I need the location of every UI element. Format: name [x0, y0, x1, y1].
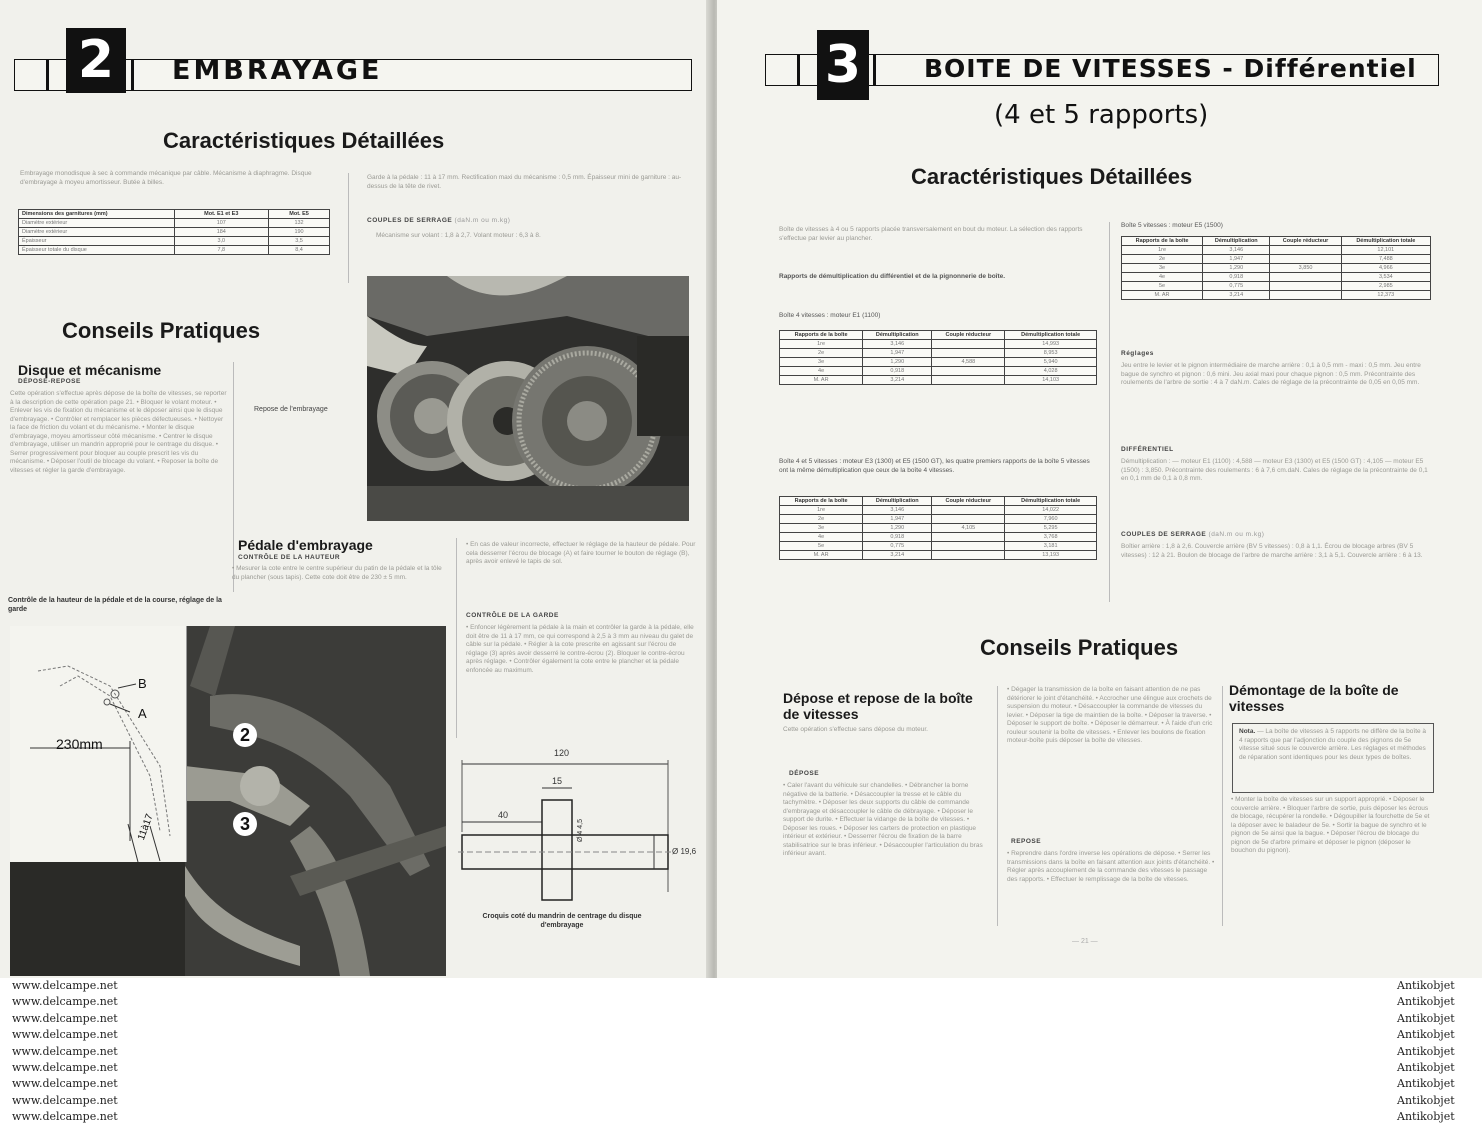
- table-row: [780, 542, 1097, 551]
- table-row: [19, 219, 330, 228]
- dim-dia-small: Ø 4 4,5: [577, 819, 584, 842]
- table-cell: 5,295: [1005, 524, 1097, 533]
- table-cell: 4e: [780, 533, 863, 542]
- table-cell: 2e: [780, 349, 863, 358]
- table-cell: 2e: [780, 515, 863, 524]
- callout-3: 3: [233, 812, 257, 836]
- diff-heading: DIFFÉRENTIEL: [1121, 446, 1174, 453]
- table-header: Démultiplication: [863, 497, 932, 506]
- table-cell: 184: [174, 228, 269, 237]
- col1-heading: Dépose et repose de la boîte de vitesses: [783, 690, 973, 722]
- table-cell: 3,181: [1005, 542, 1097, 551]
- table-cell: [932, 349, 1005, 358]
- table-cell: 4e: [780, 367, 863, 376]
- watermark-line: Antikobjet: [1397, 1110, 1455, 1124]
- table-cell: [932, 340, 1005, 349]
- chapter-title: EMBRAYAGE: [172, 55, 383, 86]
- disc-heading: Disque et mécanisme: [18, 362, 162, 378]
- column-rule: [1109, 222, 1110, 602]
- table-cell: [1270, 255, 1341, 264]
- table-cell: [932, 542, 1005, 551]
- practical-title: Conseils Pratiques: [980, 635, 1179, 660]
- disc-sub: DÉPOSE-REPOSE: [18, 378, 81, 385]
- table-cell: [932, 506, 1005, 515]
- table-row: [19, 237, 330, 246]
- table-header-row: [780, 497, 1097, 506]
- table-cell: 8,4: [269, 246, 330, 255]
- table-cell: 3,214: [1203, 291, 1270, 300]
- table-cell: 14,022: [1005, 506, 1097, 515]
- table-cell: 4,105: [932, 524, 1005, 533]
- table-cell: M. AR: [780, 551, 863, 560]
- ratio-table-4: [779, 330, 1097, 385]
- watermark-line: Antikobjet: [1397, 1061, 1455, 1075]
- table-header: Couple réducteur: [932, 331, 1005, 340]
- table-cell: 1,290: [863, 358, 932, 367]
- table-cell: 4e: [1122, 273, 1203, 282]
- watermark-line: www.delcampe.net: [12, 1077, 118, 1091]
- table-row: [1122, 264, 1431, 273]
- table-cell: 1,290: [1203, 264, 1270, 273]
- table-cell: 0,918: [863, 367, 932, 376]
- clutch-photo: [367, 276, 689, 521]
- table-cell: [1270, 273, 1341, 282]
- header-tick: [797, 54, 800, 85]
- table-header-row: [19, 210, 330, 219]
- column-rule: [233, 362, 234, 592]
- repose-text: • Reprendre dans l'ordre inverse les opérations de dépose. • Serrer les transmissions dans la boîte en faisant attention aux joints d'étanchéité. • Régler après accouplement de la commande des vitesses le passage des rapports. • Effectuer le remplissage de la boîte de vitesses.: [1007, 850, 1215, 883]
- specs-intro: Embrayage monodisque à sec à commande mécanique par câble. Mécanisme à diaphragme. Disque d'embrayage à moyeu amortisseur. Butée à billes.: [20, 170, 312, 186]
- table-row: [780, 340, 1097, 349]
- table-cell: 1,947: [1203, 255, 1270, 264]
- table-cell: [932, 515, 1005, 524]
- table-row: [780, 524, 1097, 533]
- column-rule: [1222, 686, 1223, 926]
- column-rule: [456, 538, 457, 738]
- table-cell: 4,588: [932, 358, 1005, 367]
- table-cell: [1270, 246, 1341, 255]
- table-cell: 7,488: [1341, 255, 1430, 264]
- table-cell: 3,214: [863, 376, 932, 385]
- table-row: [780, 349, 1097, 358]
- watermark-line: Antikobjet: [1397, 1077, 1455, 1091]
- table-row: [780, 533, 1097, 542]
- table-cell: 12,101: [1341, 246, 1430, 255]
- table-header: Mot. E5: [269, 210, 330, 219]
- col3-text: • Monter la boîte de vitesses sur un support approprié. • Déposer le couvercle arrière. • Bloquer l'arbre de sortie, puis déposer les écrous de blocage, récupérer la rondelle. • Dégoupiller la fourchette de 5e et la déposer avec le baladeur de 5e. • Sortir la bague de synchro et le pignon de 5e ainsi que la bague. • Déposer l'écrou de blocage du pignon de 5e d'arbre primaire et déposer le pignon (déposer le bouchon du pignon).: [1231, 796, 1430, 854]
- watermark-line: www.delcampe.net: [12, 979, 118, 992]
- chapter-title: BOITE DE VITESSES - Différentiel: [924, 54, 1417, 83]
- table-cell: [932, 533, 1005, 542]
- dim-15: 15: [552, 776, 563, 786]
- table-cell: [1270, 291, 1341, 300]
- watermark-left: [12, 978, 118, 1126]
- table-cell: [932, 551, 1005, 560]
- specs-intro: Boîte de vitesses à 4 ou 5 rapports placée transversalement en bout du moteur. La sélection des rapports s'effectue par levier au plancher.: [779, 226, 1083, 242]
- table-header: Rapports de la boîte: [1122, 237, 1203, 246]
- table-cell: [932, 367, 1005, 376]
- watermark-line: Antikobjet: [1397, 995, 1455, 1009]
- table-row: [780, 358, 1097, 367]
- table-cell: 1,947: [863, 515, 932, 524]
- table-cell: 132: [269, 219, 330, 228]
- specs-title: Caractéristiques Détaillées: [911, 164, 1193, 189]
- table-row: [1122, 282, 1431, 291]
- table-header: Rapports de la boîte: [780, 331, 863, 340]
- table-cell: 3,768: [1005, 533, 1097, 542]
- torque-heading: COUPLES DE SERRAGE (daN.m ou m.kg): [367, 217, 511, 224]
- table-cell: 3,146: [863, 506, 932, 515]
- col2-text: • Dégager la transmission de la boîte en faisant attention de ne pas détériorer le joint d'étanchéité. • Accrocher une élingue aux crochets de suspension du moteur. • Désaccoupler la commande de vitesses du levier. • Déposer la tige de maintien de la boîte. • Déposer la traverse. • Déposer le support de boîte. • Déposer le démarreur. • À l'aide d'un cric rouleur soutenir la boîte de vitesses. • Enlever les boulons de fixation moteur-boîte puis déposer la boîte de vitesses.: [1007, 686, 1213, 744]
- table-row: [1122, 255, 1431, 264]
- table-row: [780, 367, 1097, 376]
- ratios-heading: Rapports de démultiplication du différentiel et de la pignonnerie de boîte.: [779, 273, 1006, 280]
- dim-dia-large: Ø 19,6: [672, 847, 697, 856]
- repose-sub: REPOSE: [1011, 838, 1042, 845]
- garde-sub: CONTRÔLE DE LA GARDE: [466, 612, 559, 619]
- table-cell: 1,947: [863, 349, 932, 358]
- depose-sub: DÉPOSE: [789, 770, 820, 777]
- watermark-line: www.delcampe.net: [12, 1044, 118, 1058]
- watermark-line: www.delcampe.net: [12, 1093, 118, 1107]
- table-header: Rapports de la boîte: [780, 497, 863, 506]
- table-row: [780, 506, 1097, 515]
- watermark-line: Antikobjet: [1397, 1011, 1455, 1025]
- table-row: [19, 246, 330, 255]
- table-cell: 2,985: [1341, 282, 1430, 291]
- torque-text: Boîtier arrière : 1,8 à 2,6. Couvercle arrière (BV 5 vitesses) : 0,8 à 1,1. Écrou de blocage arbres (BV 5 vitesses) : 12 à 21. Boulon de blocage de l'arbre de marche arrière : 3,1 à 5,1. Couvercle arrière : 6 à 13.: [1121, 543, 1423, 559]
- range-label: 11à17: [136, 812, 156, 842]
- torque-values: Mécanisme sur volant : 1,8 à 2,7. Volant moteur : 6,3 à 8.: [376, 232, 541, 239]
- table-cell: 3,534: [1341, 273, 1430, 282]
- watermark-line: www.delcampe.net: [12, 1061, 118, 1075]
- table-cell: [932, 376, 1005, 385]
- chapter-number: 3: [817, 30, 869, 100]
- specs-right: Garde à la pédale : 11 à 17 mm. Rectification maxi du mécanisme : 0,5 mm. Épaisseur mini de garniture : au-dessus de la tête de rivet.: [367, 174, 682, 190]
- label-a: A: [138, 706, 147, 721]
- clutch-assembly-illustration: [367, 276, 689, 521]
- pedal-diagram-panel: [10, 626, 187, 862]
- dim-40: 40: [498, 810, 509, 820]
- table-cell: 1,290: [863, 524, 932, 533]
- table-cell: 3,5: [269, 237, 330, 246]
- chapter-number: 2: [66, 28, 126, 93]
- pedal-sub: CONTRÔLE DE LA HAUTEUR: [238, 554, 341, 561]
- table-cell: [1270, 282, 1341, 291]
- table-cell: 3,146: [1203, 246, 1270, 255]
- header-tick: [46, 59, 49, 90]
- table-cell: 8,953: [1005, 349, 1097, 358]
- table-cell: 1re: [780, 506, 863, 515]
- table-cell: 13,193: [1005, 551, 1097, 560]
- dim-120: 120: [554, 748, 570, 758]
- watermark-line: Antikobjet: [1397, 979, 1455, 992]
- torque-heading: COUPLES DE SERRAGE (daN.m ou m.kg): [1121, 531, 1265, 538]
- watermark-line: Antikobjet: [1397, 1044, 1455, 1058]
- table-cell: M. AR: [780, 376, 863, 385]
- table-header: Couple réducteur: [932, 497, 1005, 506]
- practical-title: Conseils Pratiques: [62, 318, 261, 343]
- left-page: [0, 0, 712, 978]
- pedal-caption: Contrôle de la hauteur de la pédale et de la course, réglage de la garde: [8, 597, 222, 613]
- table-header: Démultiplication totale: [1005, 331, 1097, 340]
- dimension-230: 230mm: [56, 736, 103, 752]
- table-cell: 7,8: [174, 246, 269, 255]
- table-cell: 0,775: [1203, 282, 1270, 291]
- table-cell: 3,146: [863, 340, 932, 349]
- table-cell: Épaisseur: [19, 237, 175, 246]
- diff-text: Démultiplication : — moteur E1 (1100) : 4,588 — moteur E3 (1300) et E5 (1500 GT) : 4,105 — moteur E5 (1500) : 3,850. Précontrainte des roulements : 6 à 7,6 cm.daN. Cales de réglage de la précontrainte de 0,1 en 0,1 mm de 0,1 à 0,8 mm.: [1121, 458, 1428, 482]
- garde-text: • Enfoncer légèrement la pédale à la main et contrôler la garde à la pédale, elle doit être de 11 à 17 mm, ce qui correspond à 2,5 à 3 mm au niveau du galet de câble sur la pédale. • Régler à la cote prescrite en agissant sur l'écrou de réglage (3) après avoir desserré le contre-écrou (2). Bloquer le contre-écrou après réglage. • Contrôler également la cote entre le plancher et la pédale enfoncée au maximum.: [466, 624, 694, 674]
- table-header: Dimensions des garnitures (mm): [19, 210, 175, 219]
- table-cell: 4,028: [1005, 367, 1097, 376]
- right-page: [717, 0, 1482, 978]
- table-cell: 0,918: [1203, 273, 1270, 282]
- table-row: [780, 515, 1097, 524]
- watermark-line: Antikobjet: [1397, 1028, 1455, 1042]
- box4-heading: Boîte 4 vitesses : moteur E1 (1100): [779, 312, 881, 319]
- box45-heading: Boîte 4 et 5 vitesses : moteur E3 (1300) et E5 (1500 GT), les quatre premiers rapports de la boîte 5 vitesses ont la même démultiplication que ceux de la boîte 4 vitesses.: [779, 458, 1090, 474]
- chapter-subtitle: (4 et 5 rapports): [994, 100, 1209, 130]
- table-header-row: [1122, 237, 1431, 246]
- table-cell: 3e: [780, 524, 863, 533]
- table-cell: M. AR: [1122, 291, 1203, 300]
- callout-2: 2: [233, 723, 257, 747]
- watermark-line: Antikobjet: [1397, 1093, 1455, 1107]
- table-header: Mot. E1 et E3: [174, 210, 269, 219]
- header-tick: [131, 59, 134, 90]
- pedal-text-right: • En cas de valeur incorrecte, effectuer le réglage de la hauteur de pédale. Pour cela desserrer l'écrou de blocage (A) et faire tourner le bouton de réglage (B), après avoir enlevé le tapis de sol.: [466, 541, 696, 565]
- table-header: Démultiplication: [863, 331, 932, 340]
- box5-heading: Boîte 5 vitesses : moteur E5 (1500): [1121, 222, 1223, 229]
- pedal-text: • Mesurer la cote entre le centre supérieur du patin de la pédale et la tôle du plancher (sous tapis). Cette cote doit être de 230 ± 5 mm.: [232, 565, 442, 581]
- drawing-caption: Croquis coté du mandrin de centrage du disque d'embrayage: [482, 913, 642, 929]
- table-cell: 3e: [780, 358, 863, 367]
- table-cell: 3,214: [863, 551, 932, 560]
- table-header: Démultiplication totale: [1005, 497, 1097, 506]
- ratio-table-45: [779, 496, 1097, 560]
- lining-table: [18, 209, 330, 255]
- column-rule: [348, 173, 349, 283]
- nota-box: [1232, 723, 1434, 793]
- table-cell: 1re: [780, 340, 863, 349]
- table-header: Couple réducteur: [1270, 237, 1341, 246]
- table-cell: 1re: [1122, 246, 1203, 255]
- table-cell: 4,966: [1341, 264, 1430, 273]
- table-cell: 190: [269, 228, 330, 237]
- pedal-heading: Pédale d'embrayage: [238, 537, 373, 553]
- mandrel-drawing: [458, 742, 698, 907]
- watermark-line: www.delcampe.net: [12, 1028, 118, 1042]
- table-cell: 0,775: [863, 542, 932, 551]
- table-cell: 5,940: [1005, 358, 1097, 367]
- table-row: [1122, 246, 1431, 255]
- watermark-line: www.delcampe.net: [12, 995, 118, 1009]
- table-cell: 14,993: [1005, 340, 1097, 349]
- table-row: [780, 551, 1097, 560]
- table-header-row: [780, 331, 1097, 340]
- col3-heading: Démontage de la boîte de vitesses: [1229, 682, 1399, 714]
- depose-text: • Caler l'avant du véhicule sur chandelles. • Débrancher la borne négative de la batterie. • Désaccoupler la tresse et le câble du tachymètre. • Déposer les deux supports du câble de commande d'embrayage et désaccoupler le câble de débrayage. • Déposer le support de durite. • Effectuer la vidange de la boîte de vitesses. • Déposer les roues. • Déposer les carters de protection en plastique intérieur et extérieur. • Desserrer l'écrou de fixation de la barre stabilisatrice sur le bras inférieur. • Désaccoupler l'articulation du bras inférieur avant.: [783, 782, 983, 857]
- reglages-heading: Réglages: [1121, 350, 1154, 357]
- reglages-text: Jeu entre le levier et le pignon intermédiaire de marche arrière : 0,1 à 0,5 mm - maxi : 0,5 mm. Jeu entre bague de synchro et pignon : 0,6 mini. Jeu axial maxi pour chaque pignon : 0,5 mm. Précontrainte des roulements de l'arbre de sortie : 4 à 7 daN.m. Cales de réglage de la précontrainte de 0,05 en 0,05 mm.: [1121, 362, 1421, 386]
- ratio-table-5: [1121, 236, 1431, 300]
- table-cell: 5e: [780, 542, 863, 551]
- pedal-photo: [10, 626, 446, 976]
- table-cell: 3,850: [1270, 264, 1341, 273]
- table-cell: 14,103: [1005, 376, 1097, 385]
- table-header: Démultiplication: [1203, 237, 1270, 246]
- table-cell: Diamètre extérieur: [19, 228, 175, 237]
- nota-text: Nota. — La boîte de vitesses à 5 rapports ne diffère de la boîte à 4 rapports que par l'adjonction du couple des pignons de 5e vitesse situé sous le couvercle arrière. Les réglages et méthodes de réparation sont identiques pour les deux types de boîtes.: [1239, 728, 1427, 761]
- column-rule: [997, 686, 998, 926]
- col1-intro: Cette opération s'effectue sans dépose du moteur.: [783, 726, 928, 733]
- table-cell: Épaisseur totale du disque: [19, 246, 175, 255]
- label-b: B: [138, 676, 147, 691]
- table-row: [19, 228, 330, 237]
- table-cell: 3,0: [174, 237, 269, 246]
- watermark-right: [1397, 978, 1455, 1126]
- header-tick: [873, 54, 876, 85]
- table-cell: 0,918: [863, 533, 932, 542]
- table-row: [1122, 273, 1431, 282]
- table-cell: 12,373: [1341, 291, 1430, 300]
- page-number: — 21 —: [1072, 938, 1098, 945]
- watermark-line: www.delcampe.net: [12, 1110, 118, 1124]
- disc-text: Cette opération s'effectue après dépose de la boîte de vitesses, se reporter à la description de cette opération page 21. • Bloquer le volant moteur. • Enlever les vis de fixation du mécanisme et le déposer ainsi que le disque d'embrayage. • Contrôler et remplacer les pièces défectueuses. • Nettoyer la face de friction du volant et du mécanisme. • Monter le disque d'embrayage, moyeu amortisseur côté mécanisme. • Centrer le disque d'embrayage, utiliser un mandrin approprié pour le centrage du disque. • Serrer progressivement pour bloquer au couple prescrit les vis du mécanisme. • Déposer l'outil de blocage du volant. • Reposer la boîte de vitesses et régler la garde d'embrayage.: [10, 390, 227, 474]
- photo-caption: Repose de l'embrayage: [254, 406, 328, 413]
- table-cell: 2e: [1122, 255, 1203, 264]
- table-cell: Diamètre extérieur: [19, 219, 175, 228]
- table-row: [1122, 291, 1431, 300]
- table-header: Démultiplication totale: [1341, 237, 1430, 246]
- table-cell: 107: [174, 219, 269, 228]
- table-row: [780, 376, 1097, 385]
- table-cell: 5e: [1122, 282, 1203, 291]
- table-cell: 7,960: [1005, 515, 1097, 524]
- specs-title: Caractéristiques Détaillées: [163, 128, 445, 153]
- watermark-line: www.delcampe.net: [12, 1011, 118, 1025]
- table-cell: 3e: [1122, 264, 1203, 273]
